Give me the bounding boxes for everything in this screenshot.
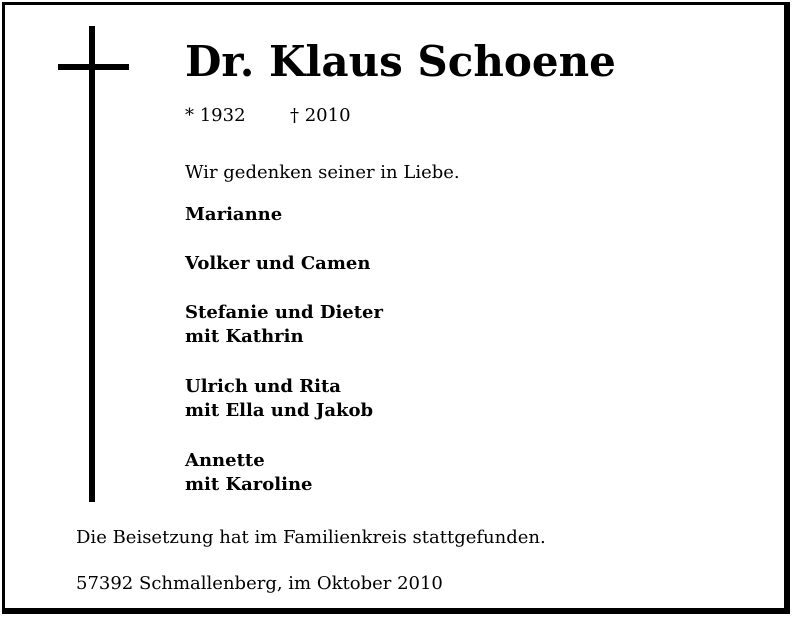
funeral-note: Die Beisetzung hat im Familienkreis stattgefunden. [76, 527, 546, 548]
place-date: 57392 Schmallenberg, im Oktober 2010 [76, 573, 443, 594]
cross-icon [89, 26, 95, 502]
notice-frame [2, 2, 790, 614]
mourner-line: Ulrich und Rita [185, 376, 341, 397]
mourner-line: mit Karoline [185, 474, 313, 495]
death-year: † 2010 [290, 105, 351, 126]
deceased-name: Dr. Klaus Schoene [185, 37, 616, 86]
birth-year: * 1932 [185, 105, 246, 126]
mourner-line: Stefanie und Dieter [185, 302, 383, 323]
cross-icon-crossbar [58, 64, 129, 70]
mourner-line: Volker und Camen [185, 253, 371, 274]
mourner-line: mit Kathrin [185, 326, 304, 347]
mourner-line: Marianne [185, 204, 283, 225]
tribute-text: Wir gedenken seiner in Liebe. [185, 162, 460, 183]
mourner-line: mit Ella und Jakob [185, 400, 374, 421]
mourner-line: Annette [185, 450, 265, 471]
